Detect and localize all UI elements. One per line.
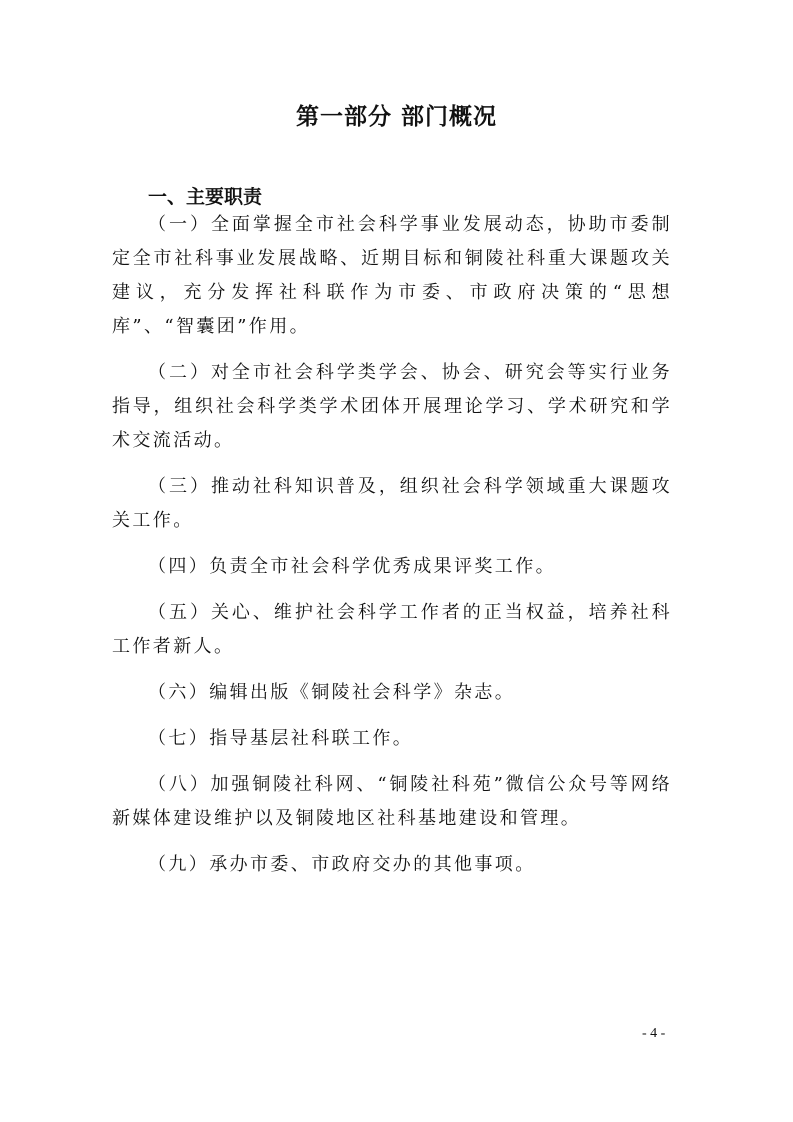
duty-paragraph-2: （二）对全市社会科学类学会、协会、研究会等实行业务指导，组织社会科学类学术团体开展理论学习、学术研究和学术交流活动。 bbox=[112, 362, 672, 451]
duty-paragraph-1: （一）全面掌握全市社会科学事业发展动态，协助市委制定全市社科事业发展战略、近期目标和铜陵社科重大课题攻关建议，充分发挥社科联作为市委、市政府决策的“思想库”、“智囊团”作用。 bbox=[112, 214, 672, 337]
section-heading: 一、主要职责 bbox=[148, 186, 263, 208]
duty-paragraph-3: （三）推动社科知识普及，组织社会科学领域重大课题攻关工作。 bbox=[112, 476, 672, 531]
duty-paragraph-9: （九）承办市委、市政府交办的其他事项。 bbox=[148, 854, 536, 875]
document-body bbox=[112, 208, 672, 894]
page-number: - 4 - bbox=[642, 1026, 666, 1041]
page-title: 第一部分 部门概况 bbox=[295, 104, 497, 130]
duty-paragraph-8: （八）加强铜陵社科网、“铜陵社科苑”微信公众号等网络新媒体建设维护以及铜陵地区社科基地建设和管理。 bbox=[112, 774, 672, 829]
duty-paragraph-6: （六）编辑出版《铜陵社会科学》杂志。 bbox=[148, 682, 516, 703]
duty-paragraph-7: （七）指导基层社科联工作。 bbox=[148, 728, 414, 749]
duty-paragraph-4: （四）负责全市社会科学优秀成果评奖工作。 bbox=[148, 556, 556, 577]
duty-paragraph-5: （五）关心、维护社会科学工作者的正当权益，培养社科工作者新人。 bbox=[112, 602, 672, 657]
